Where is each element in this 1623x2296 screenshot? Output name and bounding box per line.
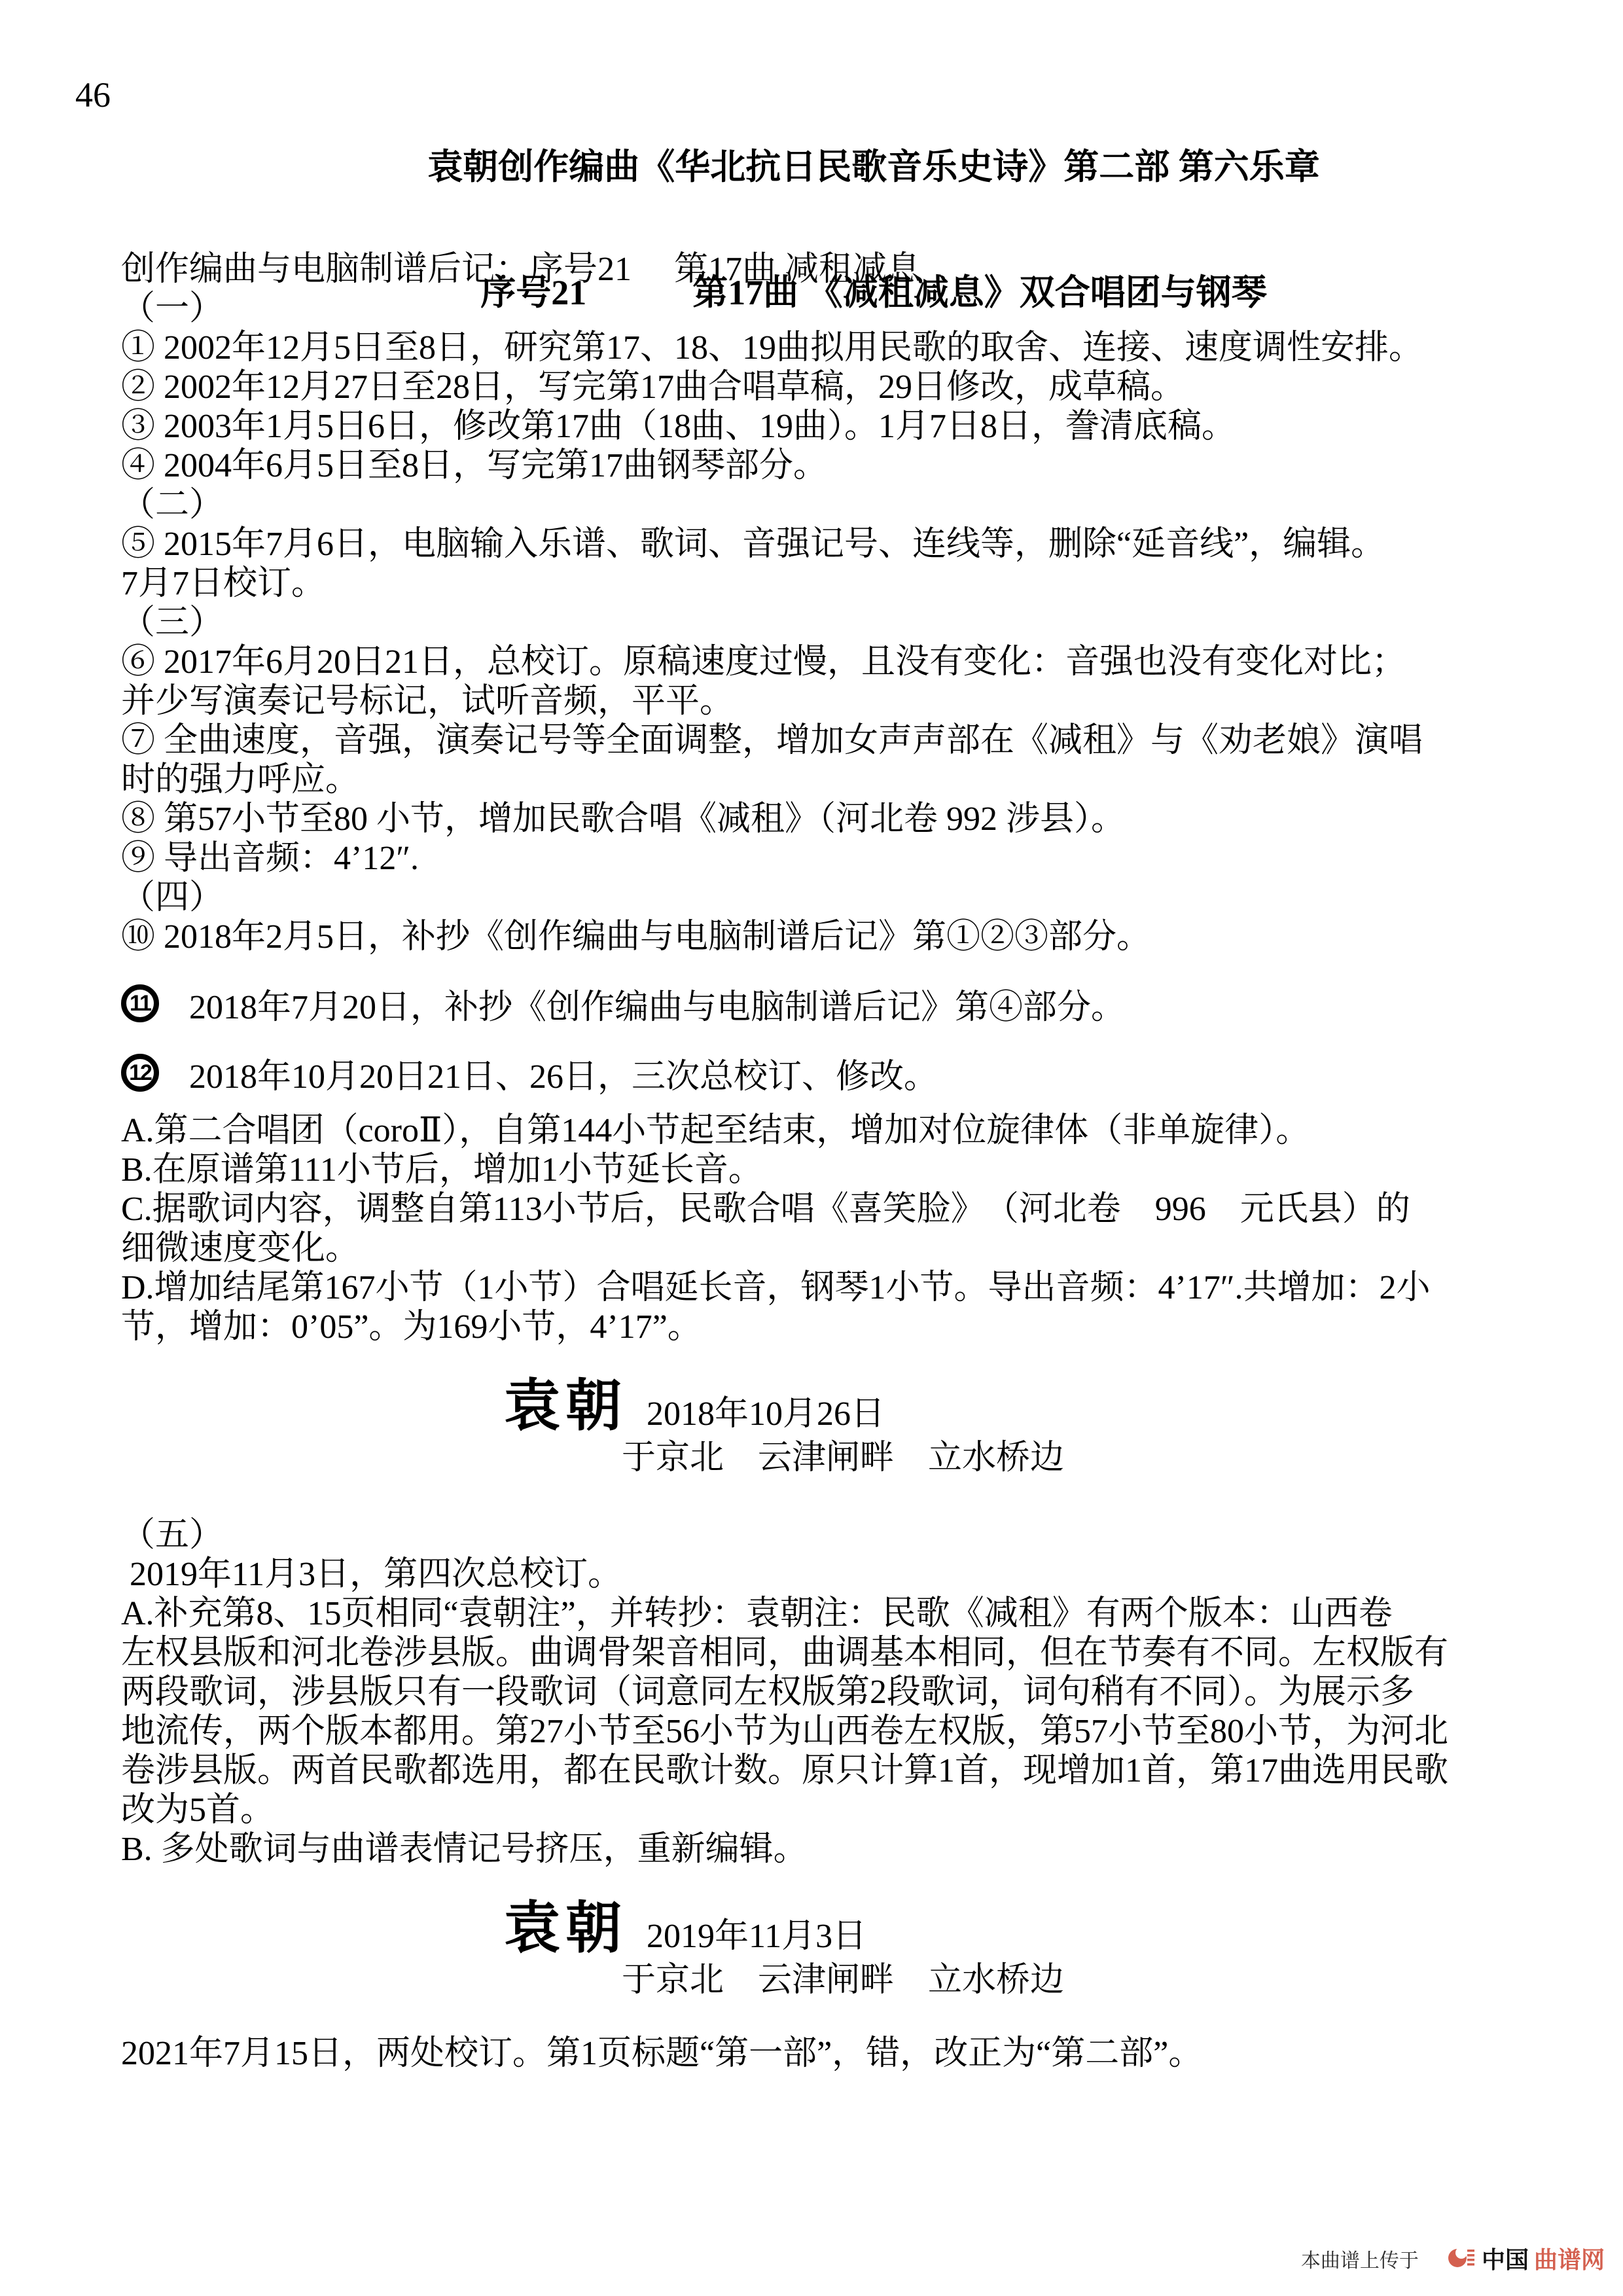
body-line: 左权县版和河北卷涉县版。曲调骨架音相同，曲调基本相同，但在节奏有不同。左权版有 (121, 1634, 1449, 1672)
qupu-logo-icon (1436, 2231, 1475, 2286)
body-line: B. 多处歌词与曲谱表情记号挤压，重新编辑。 (121, 1831, 808, 1868)
signature-block (121, 1373, 1535, 1439)
body-line: 两段歌词，涉县版只有一段歌词（词意同左权版第2段歌词，词句稍有不同）。为展示多 (121, 1674, 1415, 1711)
spacer (121, 1025, 1535, 1051)
body-line: 卷涉县版。两首民歌都选用，都在民歌计数。原只计算1首，现增加1首，第17曲选用民歌 (121, 1752, 1449, 1789)
body-line: ⑦ 全曲速度，音强，演奏记号等全面调整，增加女声声部在《减租》与《劝老娘》演唱 (121, 722, 1423, 759)
signature-place: 于京北 云津闸畔 立水桥边 (622, 1439, 1065, 1477)
body-line: 细微速度变化。 (121, 1230, 360, 1267)
body-line: ① 2002年12月5日至8日，研究第17、18、19曲拟用民歌的取舍、连接、速度调性安排。 (121, 329, 1423, 367)
body-line-text: 2018年10月20日21日、26日，三次总校订、修改。 (189, 1058, 938, 1096)
body-line: 节，增加：0’05”。为169小节，4’17”。 (121, 1308, 702, 1346)
body-line: 改为5首。 (121, 1791, 275, 1829)
watermark (1301, 2231, 1605, 2286)
body-line: 地流传，两个版本都用。第27小节至56小节为山西卷左权版，第57小节至80小节，为河北 (121, 1713, 1449, 1750)
body-line: A.第二合唱团（coroⅡ），自第144小节起至结束，增加对位旋律体（非单旋律）。 (121, 1112, 1310, 1149)
body-line: （一） (121, 290, 224, 327)
header-title-line1: 袁朝创作编曲《华北抗日民歌音乐史诗》第二部 第六乐章 (427, 147, 1320, 187)
header-title-line2: 序号21 第17曲 《减租减息》双合唱团与钢琴 (480, 273, 1267, 312)
body-line: C.据歌词内容，调整自第113小节后，民歌合唱《喜笑脸》 （河北卷 996 元氏县）的 (121, 1191, 1410, 1228)
body-line: ⑥ 2017年6月20日21日，总校订。原稿速度过慢，且没有变化：音强也没有变化对比； (121, 643, 1406, 681)
body-line: （四） (121, 879, 224, 916)
body-line: 7月7日校订。 (121, 565, 326, 602)
body-line: 2021年7月15日，两处校订。第1页标题“第一部”，错，改正为“第二部”。 (121, 2035, 1203, 2072)
body-line: 时的强力呼应。 (121, 761, 360, 798)
document-body (121, 250, 1535, 2073)
watermark-brand-black: 中国 (1481, 2246, 1529, 2273)
body-line: D.增加结尾第167小节（1小节）合唱延长音，钢琴1小节。导出音频：4’17″.共增加：2小 (121, 1269, 1431, 1306)
body-line (121, 982, 1535, 1025)
spacer (121, 1478, 1535, 1516)
body-line: （二） (121, 486, 224, 524)
spacer (121, 2000, 1535, 2034)
signature-name: 袁朝 (504, 1897, 627, 1960)
signature-block (121, 1895, 1535, 1961)
body-line: ⑧ 第57小节至80 小节，增加民歌合唱《减租》（河北卷 992 涉县）。 (121, 800, 1126, 838)
circled-number-badge: 12 (121, 1054, 159, 1092)
body-line: 2019年11月3日，第四次总校订。 (121, 1556, 622, 1593)
body-line: ⑨ 导出音频：4’12″. (121, 840, 419, 877)
body-line: ⑩ 2018年2月5日，补抄《创作编曲与电脑制谱后记》第①②③部分。 (121, 918, 1151, 956)
body-line: ④ 2004年6月5日至8日，写完第17曲钢琴部分。 (121, 447, 828, 484)
signature-place: 于京北 云津闸畔 立水桥边 (622, 1962, 1065, 1999)
signature-name: 袁朝 (504, 1374, 627, 1437)
body-line (121, 1051, 1535, 1094)
page-number: 46 (75, 75, 111, 115)
body-line: 并少写演奏记号标记，试听音频，平平。 (121, 683, 734, 720)
watermark-text: 本曲谱上传于 (1300, 2250, 1425, 2272)
circled-number-badge: 11 (121, 984, 159, 1022)
body-line-text: 2018年7月20日，补抄《创作编曲与电脑制谱后记》第④部分。 (189, 988, 1126, 1026)
body-line: ③ 2003年1月5日6日，修改第17曲（18曲、19曲）。1月7日8日，誊清底稿。 (121, 408, 1236, 445)
body-line: A.补充第8、15页相同“袁朝注”，并转抄：袁朝注：民歌《减租》有两个版本：山西卷 (121, 1595, 1393, 1632)
body-line: 创作编曲与电脑制谱后记：序号21 第17曲 减租减息 (121, 251, 921, 288)
signature-date: 2019年11月3日 (647, 1918, 867, 1955)
body-line: （五） (121, 1516, 224, 1554)
body-line: B.在原谱第111小节后，增加1小节延长音。 (121, 1151, 762, 1189)
signature-date: 2018年10月26日 (647, 1395, 885, 1433)
spacer (121, 957, 1535, 982)
body-line: （三） (121, 604, 224, 641)
watermark-brand-red: 曲谱网 (1533, 2246, 1605, 2273)
body-line: ⑤ 2015年7月6日，电脑输入乐谱、歌词、音强记号、连线等，删除“延音线”，编辑。 (121, 526, 1385, 563)
body-line: ② 2002年12月27日至28日，写完第17曲合唱草稿，29日修改，成草稿。 (121, 368, 1185, 406)
